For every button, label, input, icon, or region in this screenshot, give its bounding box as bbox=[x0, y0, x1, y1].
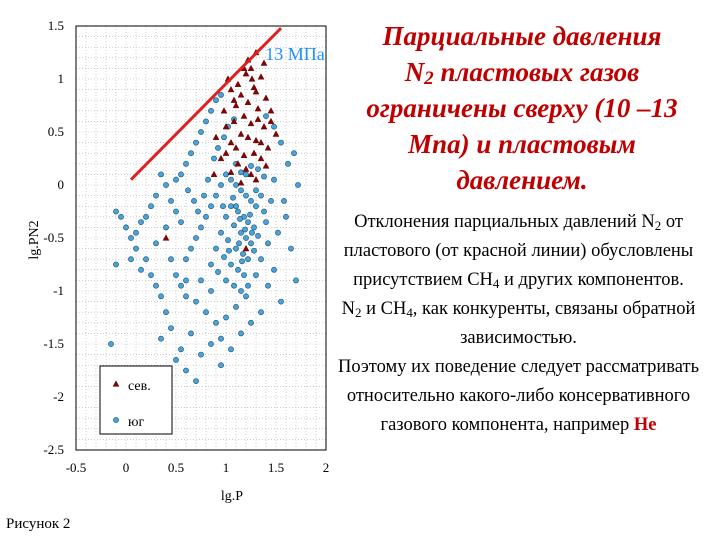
data-point-north bbox=[255, 105, 261, 111]
data-point-south bbox=[228, 262, 233, 267]
x-tick-label: 0 bbox=[122, 460, 130, 475]
data-point-south bbox=[193, 299, 198, 304]
data-point-south bbox=[223, 214, 228, 219]
data-point-south bbox=[163, 225, 168, 230]
data-point-north bbox=[268, 118, 274, 124]
data-point-south bbox=[185, 188, 190, 193]
figure-caption: Рисунок 2 bbox=[6, 516, 71, 532]
title-line-3: ограничены сверху (10 –13 bbox=[366, 93, 678, 123]
data-point-south bbox=[268, 198, 273, 203]
data-point-south bbox=[213, 246, 218, 251]
data-point-south bbox=[241, 273, 246, 278]
data-point-south bbox=[253, 204, 258, 209]
data-point-north bbox=[258, 155, 264, 161]
data-point-north bbox=[238, 180, 244, 186]
annotation-13mpa: 13 MПа bbox=[265, 44, 325, 64]
data-point-south bbox=[263, 114, 268, 119]
data-point-north bbox=[258, 139, 264, 145]
data-point-north bbox=[243, 71, 249, 77]
data-point-south bbox=[213, 193, 218, 198]
data-point-south bbox=[248, 241, 253, 246]
y-axis-label: lg.PN2 bbox=[27, 220, 42, 260]
legend bbox=[100, 366, 172, 434]
data-point-north bbox=[233, 145, 239, 151]
data-point-south bbox=[188, 246, 193, 251]
paragraph-3: Поэтому их поведение следует рассматривать относительно какого-либо консервативного газового компонента, например Не bbox=[337, 357, 700, 435]
data-point-south bbox=[203, 214, 208, 219]
data-point-south bbox=[173, 177, 178, 182]
data-point-south bbox=[158, 172, 163, 177]
data-point-north bbox=[268, 108, 274, 114]
data-point-south bbox=[265, 283, 270, 288]
data-point-north bbox=[223, 150, 229, 156]
legend-label-south: юг bbox=[128, 415, 145, 430]
data-point-south bbox=[220, 204, 225, 209]
data-point-south bbox=[231, 223, 236, 228]
y-tick-label: -1.5 bbox=[43, 336, 64, 351]
data-point-south bbox=[261, 174, 266, 179]
data-point-south bbox=[213, 98, 218, 103]
data-point-south bbox=[113, 262, 118, 267]
data-point-south bbox=[283, 214, 288, 219]
data-point-south bbox=[253, 188, 258, 193]
data-point-south bbox=[113, 209, 118, 214]
data-point-south bbox=[153, 241, 158, 246]
data-point-south bbox=[225, 238, 230, 243]
x-tick-label: 2 bbox=[322, 460, 330, 475]
y-tick-label: 1 bbox=[57, 71, 64, 86]
data-point-south bbox=[173, 273, 178, 278]
data-point-south bbox=[249, 230, 254, 235]
data-point-south bbox=[143, 214, 148, 219]
data-point-south bbox=[238, 288, 243, 293]
title-line-2: $N_2$ пластовых газов bbox=[404, 57, 640, 89]
data-point-south bbox=[133, 230, 138, 235]
data-point-south bbox=[198, 352, 203, 357]
data-point-south bbox=[245, 283, 250, 288]
data-point-south bbox=[215, 145, 220, 150]
data-point-south bbox=[228, 347, 233, 352]
data-point-south bbox=[235, 267, 240, 272]
data-point-south bbox=[221, 135, 226, 140]
data-point-north bbox=[248, 65, 254, 71]
y-tick-labels bbox=[43, 18, 64, 457]
data-point-south bbox=[248, 163, 253, 168]
data-point-south bbox=[108, 341, 113, 346]
data-point-south bbox=[238, 170, 243, 175]
data-point-south bbox=[288, 246, 293, 251]
data-point-south bbox=[168, 257, 173, 262]
data-point-south bbox=[203, 119, 208, 124]
data-point-south bbox=[261, 209, 266, 214]
data-point-south bbox=[178, 283, 183, 288]
data-point-south bbox=[213, 320, 218, 325]
data-point-south bbox=[258, 310, 263, 315]
data-point-south bbox=[251, 225, 256, 230]
data-point-south bbox=[183, 257, 188, 262]
data-point-south bbox=[183, 368, 188, 373]
data-point-south bbox=[128, 235, 133, 240]
data-point-north bbox=[233, 102, 239, 108]
data-point-south bbox=[143, 257, 148, 262]
data-point-south bbox=[295, 182, 300, 187]
legend-label-north: сев. bbox=[128, 379, 151, 394]
data-point-south bbox=[228, 177, 233, 182]
data-point-south bbox=[183, 278, 188, 283]
data-point-north bbox=[218, 155, 224, 161]
data-point-south bbox=[248, 198, 253, 203]
data-point-south bbox=[239, 259, 244, 264]
data-point-south bbox=[231, 283, 236, 288]
data-point-south bbox=[245, 220, 250, 225]
data-point-south bbox=[245, 257, 250, 262]
data-point-south bbox=[153, 193, 158, 198]
data-point-south bbox=[278, 299, 283, 304]
data-point-south bbox=[203, 310, 208, 315]
data-point-south bbox=[247, 212, 252, 217]
data-point-south bbox=[183, 294, 188, 299]
x-tick-label: -0.5 bbox=[65, 460, 87, 475]
data-point-north bbox=[228, 169, 234, 175]
y-tick-label: -1 bbox=[53, 283, 64, 298]
data-point-south bbox=[198, 225, 203, 230]
data-point-south bbox=[188, 151, 193, 156]
data-point-south bbox=[253, 273, 258, 278]
data-point-south bbox=[153, 283, 158, 288]
data-point-south bbox=[240, 251, 245, 256]
data-point-south bbox=[118, 214, 123, 219]
data-point-north bbox=[261, 124, 267, 130]
data-point-south bbox=[258, 193, 263, 198]
data-point-north bbox=[273, 131, 279, 137]
data-point-south bbox=[168, 326, 173, 331]
data-point-south bbox=[221, 254, 226, 259]
data-point-south bbox=[193, 379, 198, 384]
data-point-south bbox=[123, 225, 128, 230]
data-point-south bbox=[243, 294, 248, 299]
data-point-south bbox=[215, 269, 220, 274]
data-point-north bbox=[238, 92, 244, 98]
data-point-south bbox=[233, 304, 238, 309]
paragraph-1: Отклонения парциальных давлений $N_2$ от пластового (от красной линии) обусловлены присутствием $CH_4$ и других компонентов. bbox=[343, 212, 694, 291]
data-point-south bbox=[223, 172, 228, 177]
y-tick-label: 0 bbox=[57, 177, 64, 192]
data-point-south bbox=[281, 198, 286, 203]
data-point-south bbox=[248, 320, 253, 325]
data-point-south bbox=[237, 216, 242, 221]
data-point-south bbox=[228, 204, 233, 209]
title-line-5: давлением. bbox=[456, 165, 588, 195]
data-point-south bbox=[178, 220, 183, 225]
data-point-south bbox=[243, 172, 248, 177]
x-tick-label: 1 bbox=[222, 460, 230, 475]
data-point-south bbox=[233, 182, 238, 187]
data-point-south bbox=[208, 108, 213, 113]
data-point-south bbox=[243, 235, 248, 240]
data-point-south bbox=[158, 294, 163, 299]
data-point-south bbox=[201, 193, 206, 198]
data-point-south bbox=[242, 227, 247, 232]
data-point-north bbox=[228, 139, 234, 145]
data-point-south bbox=[235, 209, 240, 214]
explanation-text bbox=[326, 208, 711, 440]
data-point-north bbox=[213, 134, 219, 140]
x-axis-label: lg.P bbox=[220, 489, 244, 504]
data-point-south bbox=[233, 246, 238, 251]
paragraph-2: $N_2$ и $CH_4$, как конкуренты, связаны обратной зависимостью. bbox=[341, 299, 696, 348]
data-point-south bbox=[218, 336, 223, 341]
data-point-south bbox=[128, 257, 133, 262]
data-point-north bbox=[253, 177, 259, 183]
data-point-north bbox=[263, 95, 269, 101]
data-point-north bbox=[248, 171, 254, 177]
data-point-south bbox=[148, 273, 153, 278]
data-point-south bbox=[218, 182, 223, 187]
data-point-south bbox=[198, 278, 203, 283]
data-point-north bbox=[163, 235, 169, 241]
data-point-south bbox=[208, 341, 213, 346]
data-point-south bbox=[243, 193, 248, 198]
data-point-south bbox=[173, 357, 178, 362]
data-point-south bbox=[258, 257, 263, 262]
data-point-south bbox=[195, 209, 200, 214]
data-point-south bbox=[178, 172, 183, 177]
data-point-south bbox=[265, 241, 270, 246]
data-point-south bbox=[236, 241, 241, 246]
data-point-south bbox=[238, 188, 243, 193]
x-tick-labels bbox=[66, 460, 330, 475]
data-point-south bbox=[193, 140, 198, 145]
data-point-north bbox=[249, 76, 255, 82]
data-point-south bbox=[238, 331, 243, 336]
y-tick-label: -0.5 bbox=[43, 230, 64, 245]
data-point-south bbox=[255, 167, 260, 172]
data-point-south bbox=[218, 363, 223, 368]
data-point-south bbox=[163, 182, 168, 187]
legend-marker-south bbox=[113, 417, 118, 422]
y-tick-label: 1.5 bbox=[47, 18, 64, 33]
data-point-south bbox=[271, 124, 276, 129]
data-point-north bbox=[243, 245, 249, 251]
data-point-south bbox=[168, 198, 173, 203]
data-point-south bbox=[263, 220, 268, 225]
data-point-south bbox=[208, 262, 213, 267]
y-tick-label: -2 bbox=[53, 389, 64, 404]
data-point-south bbox=[255, 233, 260, 238]
data-point-south bbox=[138, 267, 143, 272]
data-point-south bbox=[230, 195, 235, 200]
data-point-south bbox=[208, 288, 213, 293]
data-point-south bbox=[148, 204, 153, 209]
data-point-south bbox=[251, 248, 256, 253]
data-point-south bbox=[178, 347, 183, 352]
data-point-south bbox=[223, 278, 228, 283]
data-point-south bbox=[271, 177, 276, 182]
x-tick-label: 0.5 bbox=[167, 460, 185, 475]
data-point-south bbox=[198, 129, 203, 134]
data-point-south bbox=[278, 140, 283, 145]
data-point-south bbox=[138, 220, 143, 225]
data-point-south bbox=[218, 92, 223, 97]
data-point-south bbox=[285, 161, 290, 166]
data-point-south bbox=[218, 230, 223, 235]
data-point-south bbox=[191, 198, 196, 203]
data-point-south bbox=[223, 315, 228, 320]
y-tick-label: -2.5 bbox=[43, 442, 64, 457]
slide-title bbox=[326, 18, 718, 198]
data-point-north bbox=[253, 137, 259, 143]
data-point-south bbox=[233, 204, 238, 209]
data-point-south bbox=[291, 151, 296, 156]
data-point-south bbox=[188, 331, 193, 336]
data-point-south bbox=[173, 209, 178, 214]
data-point-south bbox=[271, 267, 276, 272]
data-point-south bbox=[163, 310, 168, 315]
data-point-south bbox=[275, 230, 280, 235]
data-point-south bbox=[293, 278, 298, 283]
data-point-south bbox=[158, 336, 163, 341]
data-point-north bbox=[228, 86, 234, 92]
data-point-north bbox=[243, 166, 249, 172]
y-tick-label: 0.5 bbox=[47, 124, 64, 139]
title-line-1: Парциальные давления bbox=[382, 21, 662, 51]
data-point-south bbox=[208, 204, 213, 209]
helium-highlight: Не bbox=[633, 415, 657, 435]
data-point-north bbox=[265, 145, 271, 151]
title-line-4: Mпа) и пластовым bbox=[408, 129, 636, 159]
data-point-south bbox=[211, 156, 216, 161]
data-point-south bbox=[226, 248, 231, 253]
data-point-south bbox=[183, 161, 188, 166]
data-point-north bbox=[258, 74, 264, 80]
data-point-south bbox=[193, 235, 198, 240]
data-point-south bbox=[133, 246, 138, 251]
data-point-north bbox=[231, 97, 237, 103]
data-point-south bbox=[205, 177, 210, 182]
x-tick-label: 1.5 bbox=[267, 460, 285, 475]
